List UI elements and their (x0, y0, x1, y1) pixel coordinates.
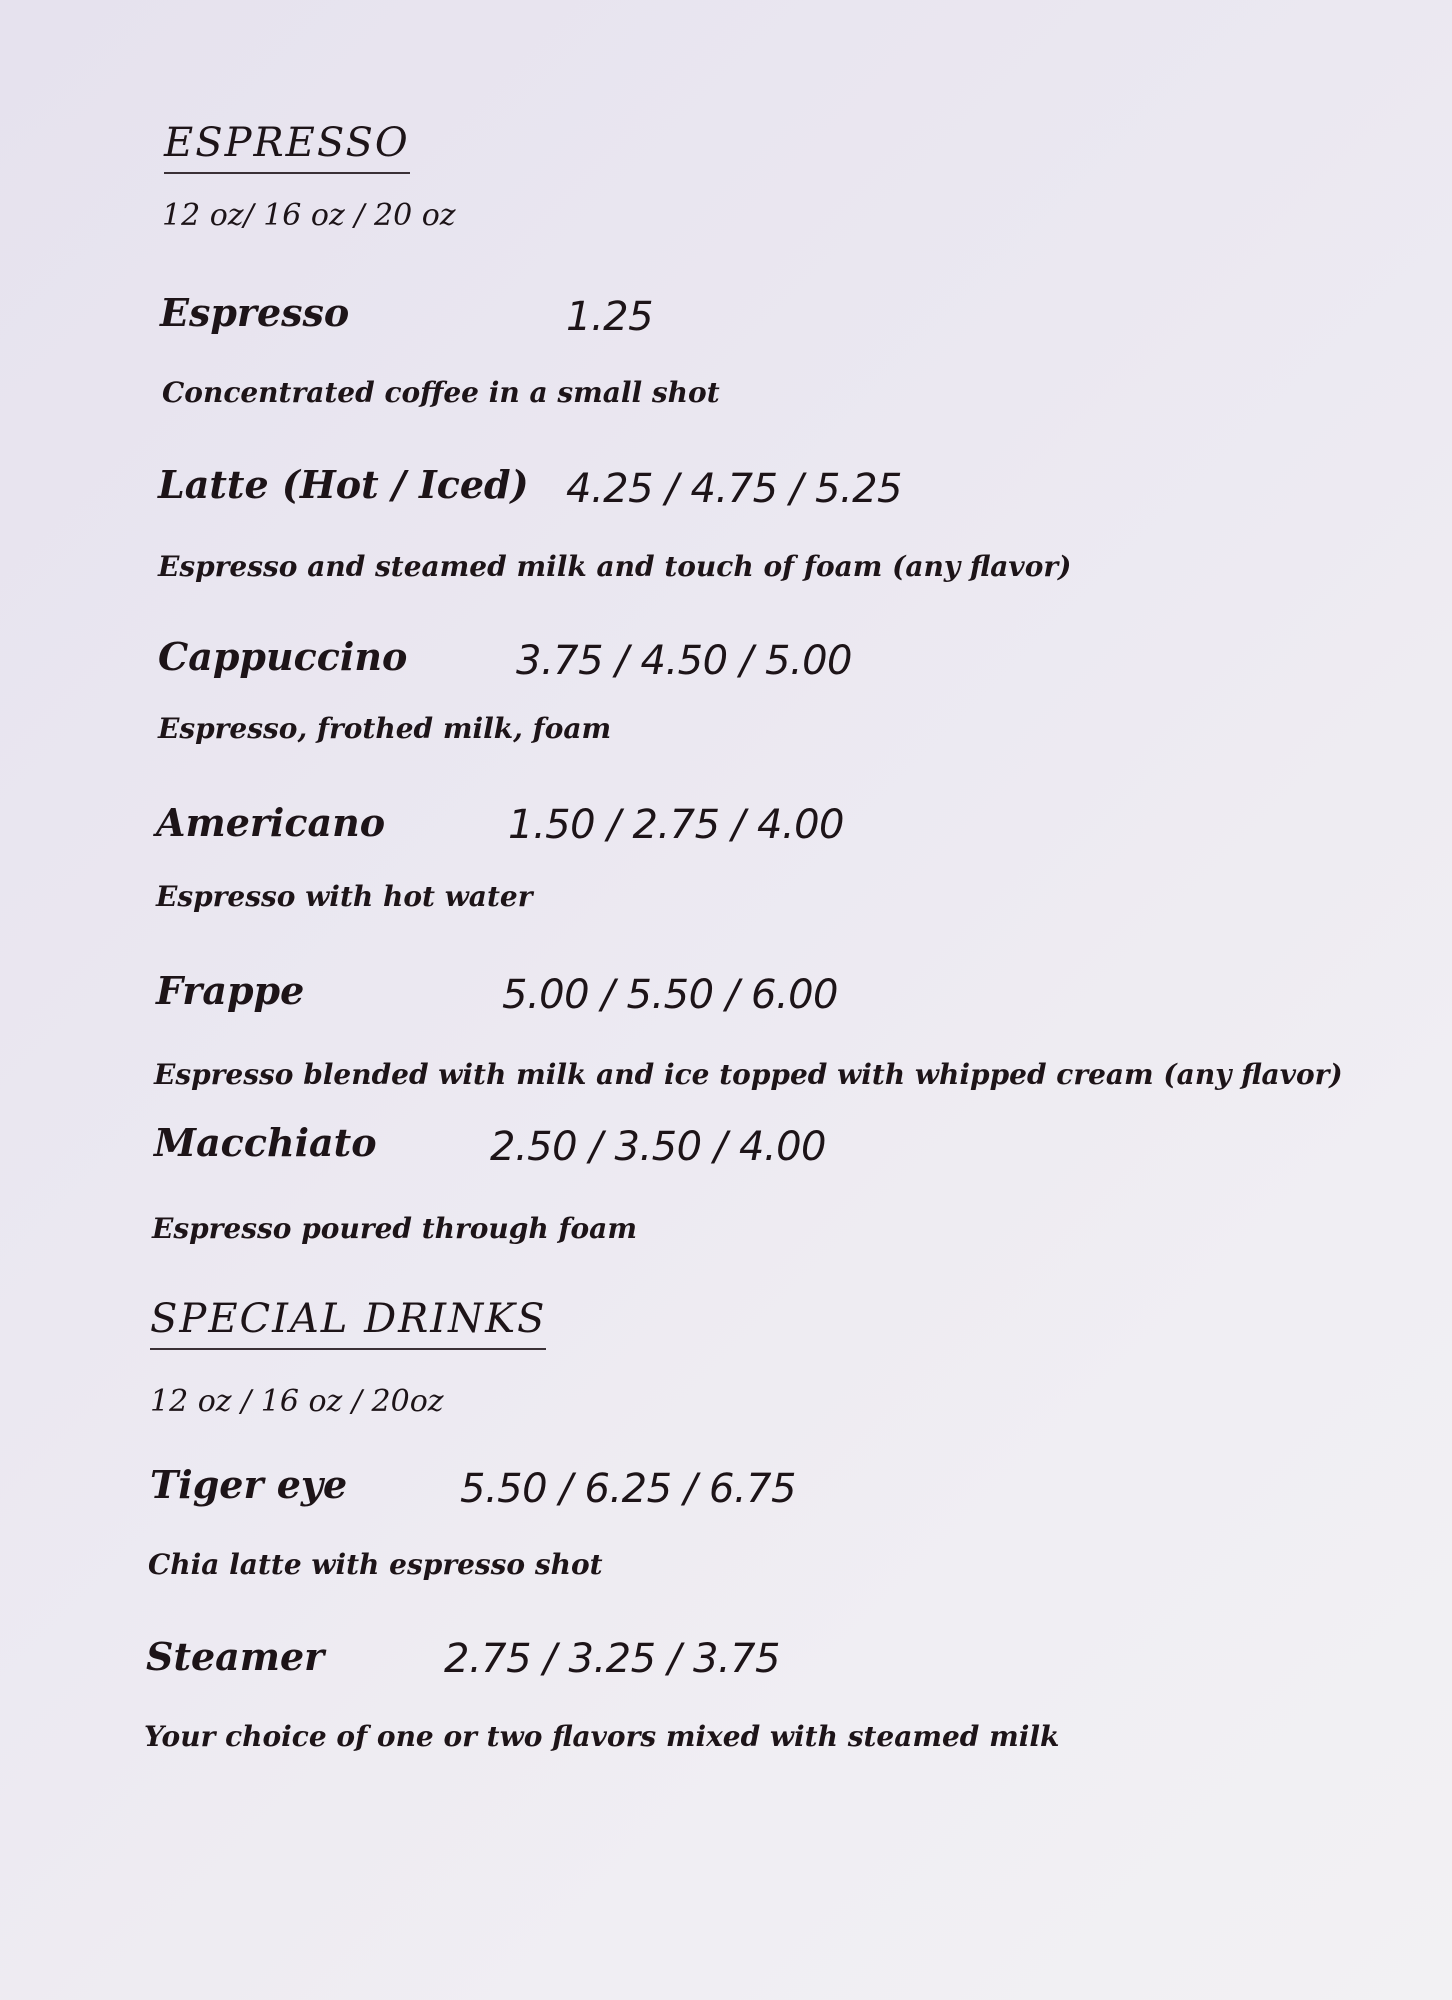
item-desc-frappe: Espresso blended with milk and ice topped with whipped cream (any flavor) (154, 1058, 1343, 1091)
item-name-americano: Americano (156, 800, 386, 845)
item-name-frappe: Frappe (156, 968, 305, 1013)
item-price-espresso: 1.25 (566, 294, 654, 340)
item-price-americano: 1.50 / 2.75 / 4.00 (508, 802, 844, 848)
espresso-sizes: 12 oz/ 16 oz / 20 oz (162, 198, 456, 233)
item-price-macchiato: 2.50 / 3.50 / 4.00 (490, 1124, 826, 1170)
item-name-latte: Latte (Hot / Iced) (158, 462, 529, 507)
item-name-espresso: Espresso (160, 290, 350, 335)
item-name-steamer: Steamer (146, 1634, 325, 1679)
item-desc-tiger-eye: Chia latte with espresso shot (148, 1548, 603, 1581)
item-price-steamer: 2.75 / 3.25 / 3.75 (444, 1636, 780, 1682)
item-name-macchiato: Macchiato (154, 1120, 377, 1165)
item-desc-americano: Espresso with hot water (156, 880, 533, 913)
item-name-cappuccino: Cappuccino (158, 634, 408, 679)
item-price-latte: 4.25 / 4.75 / 5.25 (566, 466, 902, 512)
item-desc-espresso: Concentrated coffee in a small shot (162, 376, 720, 409)
item-desc-latte: Espresso and steamed milk and touch of foam (any flavor) (158, 550, 1072, 583)
item-price-cappuccino: 3.75 / 4.50 / 5.00 (516, 638, 852, 684)
item-desc-cappuccino: Espresso, frothed milk, foam (158, 712, 612, 745)
item-name-tiger-eye: Tiger eye (150, 1462, 348, 1507)
item-desc-macchiato: Espresso poured through foam (152, 1212, 637, 1245)
special-sizes: 12 oz / 16 oz / 20oz (150, 1384, 444, 1419)
item-price-tiger-eye: 5.50 / 6.25 / 6.75 (460, 1466, 796, 1512)
item-price-frappe: 5.00 / 5.50 / 6.00 (502, 972, 838, 1018)
espresso-section-title: ESPRESSO (164, 120, 410, 174)
special-section-title: SPECIAL DRINKS (150, 1296, 546, 1350)
item-desc-steamer: Your choice of one or two flavors mixed with steamed milk (144, 1720, 1060, 1753)
